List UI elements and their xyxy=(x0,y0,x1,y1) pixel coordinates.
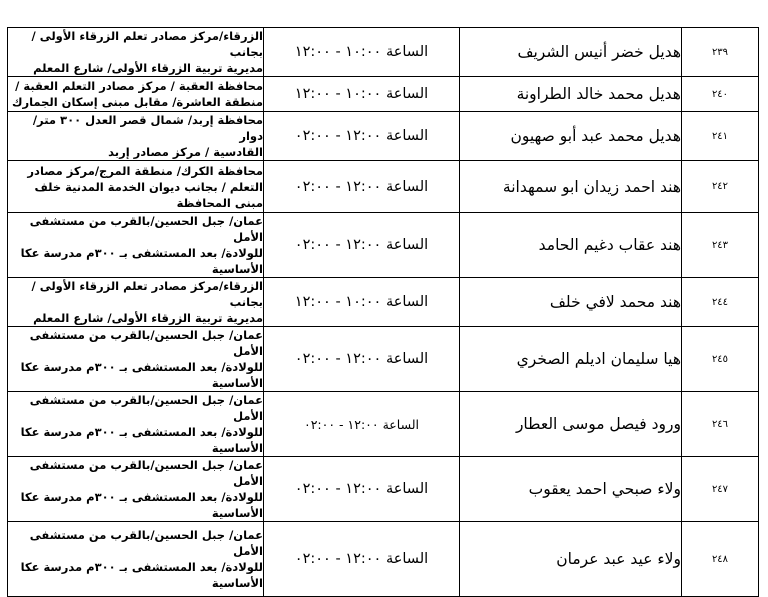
time-cell: الساعة ١٠:٠٠ - ١٢:٠٠ xyxy=(264,278,460,327)
name-cell: هديل محمد خالد الطراونة xyxy=(460,77,682,112)
time-cell: الساعة ١٢:٠٠ - ٠٢:٠٠ xyxy=(264,327,460,392)
name-cell: ورود فيصل موسى العطار xyxy=(460,392,682,457)
row-number-cell: ٢٤١ xyxy=(682,112,759,161)
table-row xyxy=(8,28,759,77)
table-row xyxy=(8,213,759,278)
location-cell: محافظة الكرك/ منطقة المرج/مركز مصادر التعلم / بجانب ديوان الخدمة المدنية خلف مبنى المحافظة xyxy=(8,161,264,213)
table-row xyxy=(8,457,759,522)
table-row xyxy=(8,112,759,161)
location-cell: عمان/ جبل الحسين/بالقرب من مستشفى الأمل للولادة/ بعد المستشفى بـ ٣٠٠م مدرسة عكا الأساسية xyxy=(8,522,264,597)
table-row xyxy=(8,161,759,213)
row-number-cell: ٢٤٧ xyxy=(682,457,759,522)
row-number-cell: ٢٤٦ xyxy=(682,392,759,457)
name-cell: هند محمد لافي خلف xyxy=(460,278,682,327)
row-number-cell: ٢٤٣ xyxy=(682,213,759,278)
name-cell: هند عقاب دغيم الحامد xyxy=(460,213,682,278)
name-cell: هديل خضر أنيس الشريف xyxy=(460,28,682,77)
time-cell: الساعة ١٢:٠٠ - ٠٢:٠٠ xyxy=(264,522,460,597)
table-row xyxy=(8,522,759,597)
location-cell: عمان/ جبل الحسين/بالقرب من مستشفى الأمل للولادة/ بعد المستشفى بـ ٣٠٠م مدرسة عكا الأساسية xyxy=(8,327,264,392)
location-cell: عمان/ جبل الحسين/بالقرب من مستشفى الأمل للولادة/ بعد المستشفى بـ ٣٠٠م مدرسة عكا الأساسية xyxy=(8,457,264,522)
name-cell: هند احمد زيدان ابو سمهدانة xyxy=(460,161,682,213)
table-row xyxy=(8,392,759,457)
row-number-cell: ٢٤٢ xyxy=(682,161,759,213)
row-number-cell: ٢٤٨ xyxy=(682,522,759,597)
row-number-cell: ٢٤٥ xyxy=(682,327,759,392)
name-cell: هيا سليمان اديلم الصخري xyxy=(460,327,682,392)
time-cell: الساعة ١٢:٠٠ - ٠٢:٠٠ xyxy=(264,161,460,213)
location-cell: محافظة العقبة / مركز مصادر التعلم العقبة / منطقة العاشرة/ مقابل مبنى إسكان الجمارك xyxy=(8,77,264,112)
time-cell: الساعة ١٢:٠٠ - ٠٢:٠٠ xyxy=(264,457,460,522)
document-sheet xyxy=(7,27,758,590)
name-cell: ولاء عيد عبد عرمان xyxy=(460,522,682,597)
name-cell: ولاء صبحي احمد يعقوب xyxy=(460,457,682,522)
time-cell: الساعة ١٢:٠٠ - ٠٢:٠٠ xyxy=(264,392,460,457)
time-cell: الساعة ١٠:٠٠ - ١٢:٠٠ xyxy=(264,77,460,112)
location-cell: محافظة إربد/ شمال قصر العدل ٣٠٠ متر/ دوار القادسية / مركز مصادر إربد xyxy=(8,112,264,161)
row-number-cell: ٢٣٩ xyxy=(682,28,759,77)
name-cell: هديل محمد عبد أبو صهيون xyxy=(460,112,682,161)
location-cell: الزرقاء/مركز مصادر تعلم الزرقاء الأولى /بجانب مديرية تربية الزرقاء الأولى/ شارع المعلم xyxy=(8,28,264,77)
row-number-cell: ٢٤٠ xyxy=(682,77,759,112)
location-cell: عمان/ جبل الحسين/بالقرب من مستشفى الأمل للولادة/ بعد المستشفى بـ ٣٠٠م مدرسة عكا الأساسية xyxy=(8,392,264,457)
exam-roster-table xyxy=(7,27,759,597)
row-number-cell: ٢٤٤ xyxy=(682,278,759,327)
table-row xyxy=(8,278,759,327)
location-cell: الزرقاء/مركز مصادر تعلم الزرقاء الأولى /بجانب مديرية تربية الزرقاء الأولى/ شارع المعلم xyxy=(8,278,264,327)
time-cell: الساعة ١٢:٠٠ - ٠٢:٠٠ xyxy=(264,213,460,278)
location-cell: عمان/ جبل الحسين/بالقرب من مستشفى الأمل للولادة/ بعد المستشفى بـ ٣٠٠م مدرسة عكا الأساسية xyxy=(8,213,264,278)
time-cell: الساعة ١٢:٠٠ - ٠٢:٠٠ xyxy=(264,112,460,161)
table-row xyxy=(8,327,759,392)
time-cell: الساعة ١٠:٠٠ - ١٢:٠٠ xyxy=(264,28,460,77)
table-row xyxy=(8,77,759,112)
